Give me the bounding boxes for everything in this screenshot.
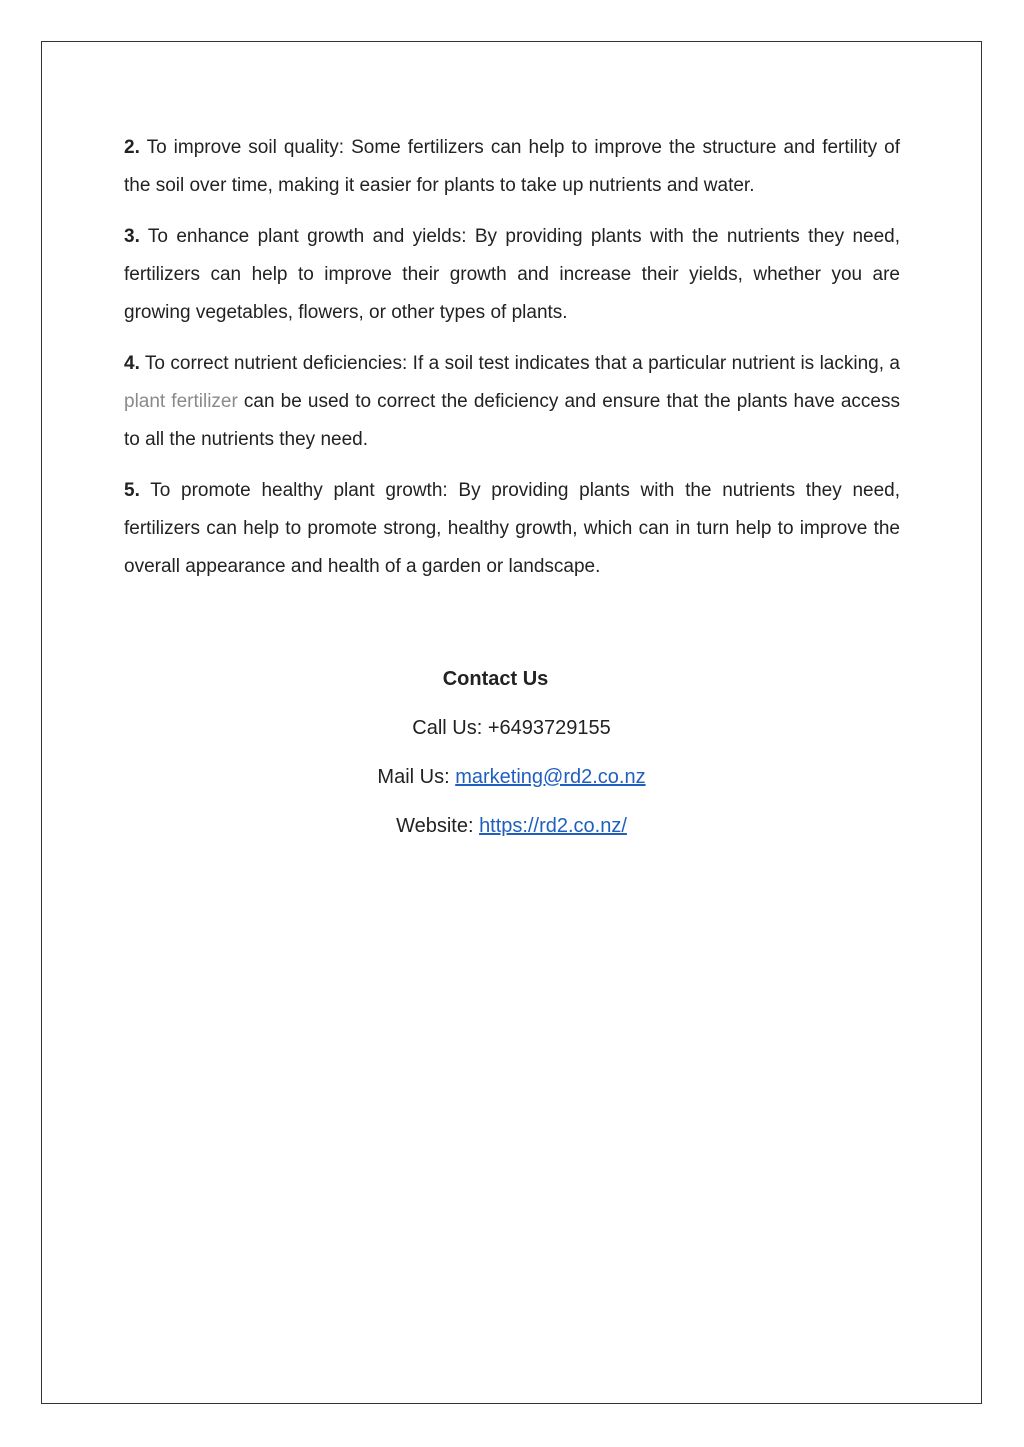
paragraph-number: 5. [124, 480, 140, 501]
paragraph-text: can be used to correct the deficiency and ensure that the plants have access to all the nutrients they need. [124, 391, 900, 450]
paragraph-2 [124, 129, 900, 205]
paragraph-4 [124, 345, 900, 459]
paragraph-number: 4. [124, 353, 140, 374]
contact-title: Contact Us [442, 668, 549, 690]
paragraph-number: 3. [124, 226, 140, 247]
paragraph-text: To improve soil quality: Some fertilizers can help to improve the structure and fertility of the soil over time, making it easier for plants to take up nutrients and water. [124, 137, 900, 196]
email-link[interactable]: marketing@rd2.co.nz [455, 766, 646, 788]
contact-call [41, 713, 982, 743]
paragraph-5 [124, 472, 900, 586]
contact-website [41, 811, 982, 841]
paragraph-text: To correct nutrient deficiencies: If a soil test indicates that a particular nutrient is lacking, a [139, 353, 900, 374]
paragraph-3 [124, 218, 900, 332]
call-label: Call Us: [412, 717, 488, 739]
contact-mail [41, 762, 982, 792]
website-link[interactable]: https://rd2.co.nz/ [479, 815, 627, 837]
paragraph-text: To enhance plant growth and yields: By providing plants with the nutrients they need, fertilizers can help to improve their growth and increase their yields, whether you are growing vegetables, flowers, or other types of plants. [124, 226, 900, 323]
website-label: Website: [396, 815, 480, 837]
mail-label: Mail Us: [377, 766, 456, 788]
paragraph-text: To promote healthy plant growth: By providing plants with the nutrients they need, fertilizers can help to promote strong, healthy growth, which can in turn help to improve the overall appearance and health of a garden or landscape. [124, 480, 900, 577]
phone-number: +6493729155 [487, 717, 611, 739]
paragraph-number: 2. [124, 137, 140, 158]
body-content [124, 129, 900, 599]
plant-fertilizer-link[interactable]: plant fertilizer [124, 391, 238, 412]
